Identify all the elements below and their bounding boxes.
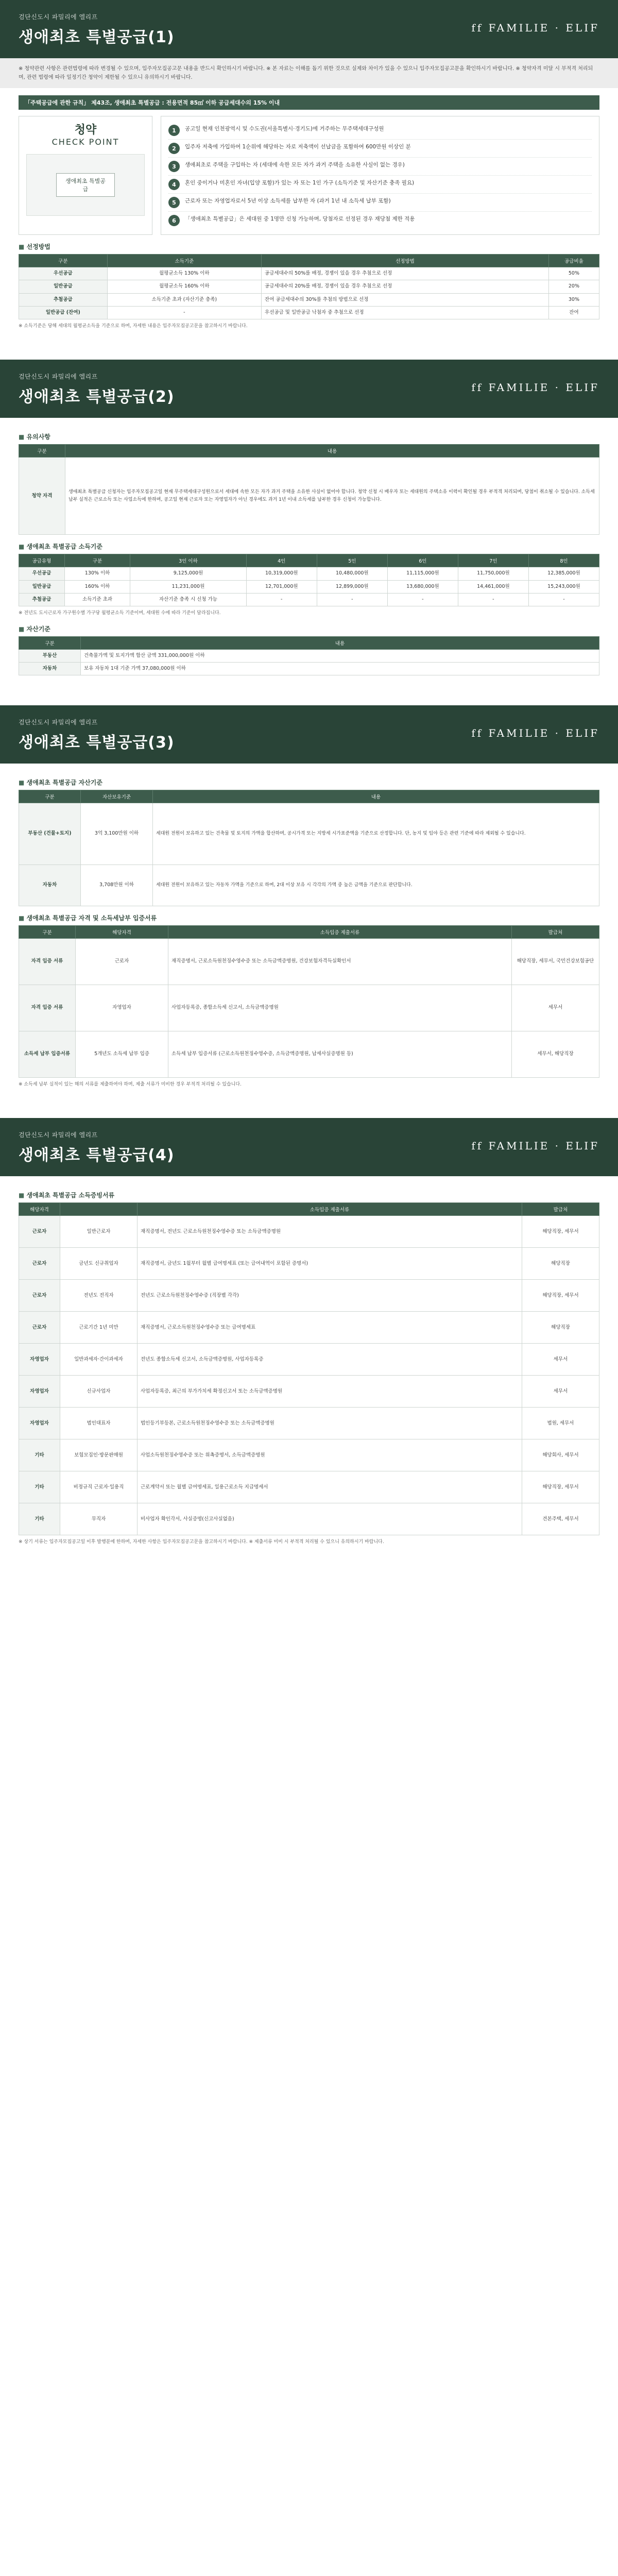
cell: 자산기준 충족 시 신청 가능 xyxy=(130,593,247,606)
col-header: 내용 xyxy=(65,445,599,457)
table-row xyxy=(19,985,599,1031)
cell: 근로계약서 또는 월별 급여명세표, 일용근로소득 지급명세서 xyxy=(138,1471,522,1503)
col-header: 6인 xyxy=(387,554,458,567)
table-row xyxy=(19,1408,599,1439)
item-number: 4 xyxy=(168,179,180,190)
checkpoint-title: 청약 xyxy=(74,124,97,137)
cell: 12,899,000원 xyxy=(317,580,387,593)
cell: 일반공급 xyxy=(19,580,65,593)
income-docs-table xyxy=(19,1202,599,1535)
cell: 무직자 xyxy=(60,1503,138,1535)
item-text: 「생애최초 특별공급」은 세대원 중 1명만 신청 가능하며, 당첨자로 선정된 경우 재당첨 제한 적용 xyxy=(185,216,415,222)
table-row xyxy=(19,1471,599,1503)
cell: 11,750,000원 xyxy=(458,567,528,580)
col-header: 4인 xyxy=(246,554,317,567)
checkpoint-item xyxy=(168,140,592,158)
item-text: 입주자 저축에 가입하여 1순위에 해당하는 자로 저축액이 선납금을 포함하여 600만원 이상인 분 xyxy=(185,144,411,150)
cell: 전년도 종합소득세 신고서, 소득금액증명원, 사업자등록증 xyxy=(138,1344,522,1376)
banner-title: 생애최초 특별공급(4) xyxy=(19,1146,175,1165)
cell: 보험모집인·방문판매원 xyxy=(60,1439,138,1471)
cell: 근로자 xyxy=(19,1248,60,1280)
cell: 부동산 (건물+토지) xyxy=(19,803,81,865)
col-header: 해당자격 xyxy=(19,1203,60,1216)
table-row xyxy=(19,803,599,865)
cell: 자영업자 xyxy=(76,985,168,1031)
income-table xyxy=(19,554,599,606)
cell: 11,115,000원 xyxy=(387,567,458,580)
cell: - xyxy=(317,593,387,606)
cell: 12,701,000원 xyxy=(246,580,317,593)
cell: 보유 자동차 1대 기준 가액 37,080,000원 이하 xyxy=(81,662,599,675)
banner-title: 생애최초 특별공급(1) xyxy=(19,28,175,46)
cell: 전년도 전직자 xyxy=(60,1280,138,1312)
cell: 우선공급 xyxy=(19,267,108,280)
cell: 일반과세자·간이과세자 xyxy=(60,1344,138,1376)
asset-table xyxy=(19,636,599,676)
cell: 법원, 세무서 xyxy=(522,1408,599,1439)
income-docs-note: ※ 상기 서류는 입주자모집공고일 이후 발행분에 한하며, 자세한 사항은 입주자모집공고문을 참고하시기 바랍니다. ※ 제출서류 미비 시 부적격 처리될 수 있으니 유의하시기 바랍니다. xyxy=(19,1539,384,1545)
cell: 11,231,000원 xyxy=(130,580,247,593)
banner-subtitle: 검단신도시 파밀리에 엘리프 xyxy=(19,719,98,726)
cell: 소득세 납부 입증서류 (근로소득원천징수영수증, 소득금액증명원, 납세사실증명원 등) xyxy=(168,1031,512,1078)
cell: 3,708만원 이하 xyxy=(81,865,153,906)
table-row xyxy=(19,1439,599,1471)
section-3 xyxy=(0,705,618,1099)
cell: 공급세대수의 50%를 배정, 경쟁이 있을 경우 추첨으로 선정 xyxy=(262,267,549,280)
cell: 근로자 xyxy=(76,939,168,985)
table-row xyxy=(19,1280,599,1312)
table-row xyxy=(19,1503,599,1535)
cell: 5개년도 소득세 납부 입증 xyxy=(76,1031,168,1078)
cell: 청약 자격 xyxy=(19,457,65,535)
cell: 10,319,000원 xyxy=(246,567,317,580)
checkpoint-item xyxy=(168,194,592,212)
income-heading: ■ 생애최초 특별공급 소득기준 xyxy=(19,542,599,551)
cell: 소득세 납부 입증서류 xyxy=(19,1031,76,1078)
col-header: 구분 xyxy=(19,926,76,939)
col-header: 해당자격 xyxy=(76,926,168,939)
table-row xyxy=(19,267,599,280)
cell: 근로기간 1년 미만 xyxy=(60,1312,138,1344)
cell: 우선공급 및 일반공급 낙첨자 중 추첨으로 선정 xyxy=(262,306,549,319)
banner-subtitle: 검단신도시 파밀리에 엘리프 xyxy=(19,373,98,381)
col-header: 구분 xyxy=(19,255,108,267)
cell: 160% 이하 xyxy=(64,580,130,593)
cell: 재직증명서, 근로소득원천징수영수증 또는 급여명세표 xyxy=(138,1312,522,1344)
cell: 해당직장 xyxy=(522,1248,599,1280)
page-gap xyxy=(0,341,618,360)
table-row xyxy=(19,662,599,675)
docs-note: ※ 소득세 납부 실적이 있는 해의 서류를 제출하여야 하며, 제출 서류가 미비한 경우 부적격 처리될 수 있습니다. xyxy=(19,1082,242,1088)
checkpoint-label: 생애최초 특별공급 xyxy=(56,173,115,197)
cell: 20% xyxy=(548,280,599,293)
cell: - xyxy=(387,593,458,606)
cell: 금년도 신규취업자 xyxy=(60,1248,138,1280)
cell: 생애최초 특별공급 신청자는 입주자모집공고일 현재 무주택세대구성원으로서 세대에 속한 모든 자가 과거 주택을 소유한 사실이 없어야 합니다. 청약 신청 시 배우자 또는 세대원의 주택소유 이력이 확인될 경우 부적격 처리되며, 당첨이 취소될 수 있습니다. 소득세 납부 실적은 근로소득 또는 사업소득에 한하며, 공고일 현재 근로자 또는 자영업자가 아닌 경우에도 과거 1년 이내 소득세를 납부한 경우 신청이 가능합니다. xyxy=(65,457,599,535)
col-header: 소득기준 xyxy=(107,255,261,267)
brand-logo: ff FAMILIE · ELIF xyxy=(471,22,599,34)
col-header: 3인 이하 xyxy=(130,554,247,567)
selection-heading: ■ 선정방법 xyxy=(19,242,599,251)
item-text: 근로자 또는 자영업자로서 5년 이상 소득세를 납부한 자 (과거 1년 내 소득세 납부 포함) xyxy=(185,198,391,204)
table-note: ※ 소득기준은 당해 세대의 월평균소득을 기준으로 하며, 자세한 내용은 입주자모집공고문을 참고하시기 바랍니다. xyxy=(19,324,248,329)
cell: 법인등기부등본, 근로소득원천징수영수증 또는 소득금액증명원 xyxy=(138,1408,522,1439)
section-banner xyxy=(0,705,618,764)
cell: 사업자등록증, 종합소득세 신고서, 소득금액증명원 xyxy=(168,985,512,1031)
cell: 세무서, 해당직장 xyxy=(512,1031,599,1078)
col-header: 내용 xyxy=(81,636,599,649)
checkpoint-item xyxy=(168,158,592,176)
cell: 9,125,000원 xyxy=(130,567,247,580)
docs-table xyxy=(19,925,599,1078)
cell: 기타 xyxy=(19,1439,60,1471)
col-header: 발급처 xyxy=(512,926,599,939)
checkpoint-en: CHECK POINT xyxy=(52,137,119,147)
col-header: 자산보유기준 xyxy=(81,790,153,803)
cell: 우선공급 xyxy=(19,567,65,580)
intro-bar: 「주택공급에 관한 규칙」 제43조, 생애최초 특별공급 : 전용면적 85㎡ 이하 공급세대수의 15% 이내 xyxy=(19,95,599,110)
cell: 재직증명서, 전년도 근로소득원천징수영수증 또는 소득금액증명원 xyxy=(138,1216,522,1248)
cell: 자영업자 xyxy=(19,1344,60,1376)
cell: 전년도 근로소득원천징수영수증 (직장별 각각) xyxy=(138,1280,522,1312)
cell: 해당직장, 세무서 xyxy=(522,1216,599,1248)
banner-subtitle: 검단신도시 파밀리에 엘리프 xyxy=(19,1131,98,1139)
checkpoint-item xyxy=(168,176,592,194)
cell: 15,243,000원 xyxy=(528,580,599,593)
cell: 일반공급 (잔여) xyxy=(19,306,108,319)
brand-logo: ff FAMILIE · ELIF xyxy=(471,1140,599,1153)
cell: 자격 입증 서류 xyxy=(19,985,76,1031)
item-number: 3 xyxy=(168,161,180,172)
col-header: 내용 xyxy=(153,790,599,803)
cell: 신규사업자 xyxy=(60,1376,138,1408)
selection-table xyxy=(19,254,599,319)
docs-heading: ■ 생애최초 특별공급 자격 및 소득세납부 입증서류 xyxy=(19,913,599,922)
notice-text: ※ 청약관련 사항은 관련법령에 따라 변경될 수 있으며, 입주자모집공고문 내용을 반드시 확인하시기 바랍니다. ※ 본 자료는 이해를 돕기 위한 것으로 실제와 차이가 있을 수 있으니 입주자모집공고문을 확인하시기 바랍니다. ※ 청약자격 미달 시 부적격 처리되며, 관련 법령에 따라 일정기간 청약이 제한될 수 있으니 유의하시기 바랍니다. xyxy=(0,58,618,88)
asset-heading: ■ 자산기준 xyxy=(19,624,599,633)
cell: 세대원 전원이 보유하고 있는 자동차 가액을 기준으로 하며, 2대 이상 보유 시 각각의 가액 중 높은 금액을 기준으로 판단합니다. xyxy=(153,865,599,906)
cell: 자영업자 xyxy=(19,1376,60,1408)
table-row xyxy=(19,280,599,293)
cell: 근로자 xyxy=(19,1216,60,1248)
cell: 자격 입증 서류 xyxy=(19,939,76,985)
banner-subtitle: 검단신도시 파밀리에 엘리프 xyxy=(19,13,98,21)
cell: 공급세대수의 20%를 배정, 경쟁이 있을 경우 추첨으로 선정 xyxy=(262,280,549,293)
cell: 자영업자 xyxy=(19,1408,60,1439)
table-row xyxy=(19,1344,599,1376)
cell: 일반근로자 xyxy=(60,1216,138,1248)
cell: - xyxy=(458,593,528,606)
col-header: 5인 xyxy=(317,554,387,567)
checkpoint-list xyxy=(161,116,599,235)
table-row xyxy=(19,580,599,593)
cell: 13,680,000원 xyxy=(387,580,458,593)
table-row xyxy=(19,865,599,906)
cell: 추첨공급 xyxy=(19,293,108,306)
brand-logo: ff FAMILIE · ELIF xyxy=(471,381,599,394)
item-text: 생애최초로 주택을 구입하는 자 (세대에 속한 모든 자가 과거 주택을 소유한 사실이 없는 경우) xyxy=(185,162,405,168)
cell: 자동차 xyxy=(19,662,81,675)
cell: 30% xyxy=(548,293,599,306)
table-row xyxy=(19,593,599,606)
brand-logo: ff FAMILIE · ELIF xyxy=(471,727,599,740)
table-row xyxy=(19,293,599,306)
cell: 50% xyxy=(548,267,599,280)
cell: 기타 xyxy=(19,1471,60,1503)
item-number: 1 xyxy=(168,125,180,136)
cell: 세무서 xyxy=(522,1344,599,1376)
cell: 재직증명서, 근로소득원천징수영수증 또는 소득금액증명원, 건강보험자격득실확인서 xyxy=(168,939,512,985)
cell: 법인대표자 xyxy=(60,1408,138,1439)
col-header: 구분 xyxy=(19,790,81,803)
cell: 부동산 xyxy=(19,649,81,662)
col-header: 구분 xyxy=(19,636,81,649)
caution-table xyxy=(19,444,599,535)
cell: - xyxy=(528,593,599,606)
table-row xyxy=(19,1312,599,1344)
cell: 세무서 xyxy=(522,1376,599,1408)
cell: 130% 이하 xyxy=(64,567,130,580)
cell: 해당직장 xyxy=(522,1312,599,1344)
cell: 잔여 공급세대수의 30%를 추첨의 방법으로 선정 xyxy=(262,293,549,306)
table-row xyxy=(19,567,599,580)
col-header: 공급비율 xyxy=(548,255,599,267)
item-number: 2 xyxy=(168,143,180,154)
page-gap xyxy=(0,687,618,705)
table-row xyxy=(19,939,599,985)
checkpoint-item xyxy=(168,122,592,140)
cell: 기타 xyxy=(19,1503,60,1535)
page-gap xyxy=(0,1099,618,1118)
col-header: 소득입증 제출서류 xyxy=(138,1203,522,1216)
cell: 사업자등록증, 최근의 부가가치세 확정신고서 또는 소득금액증명원 xyxy=(138,1376,522,1408)
cell: 3억 3,100만원 이하 xyxy=(81,803,153,865)
cell: 14,461,000원 xyxy=(458,580,528,593)
col-header: 7인 xyxy=(458,554,528,567)
section-2 xyxy=(0,360,618,687)
cell: 잔여 xyxy=(548,306,599,319)
col-header: 소득입증 제출서류 xyxy=(168,926,512,939)
col-header: 공급유형 xyxy=(19,554,65,567)
cell: 비정규직 근로자·일용직 xyxy=(60,1471,138,1503)
checkpoint-image xyxy=(26,154,145,216)
section-banner xyxy=(0,1118,618,1176)
cell: 소득기준 초과 xyxy=(64,593,130,606)
checkpoint-card xyxy=(19,116,152,235)
table-row xyxy=(19,1248,599,1280)
section-1 xyxy=(0,0,618,341)
section-banner xyxy=(0,0,618,58)
col-header: 8인 xyxy=(528,554,599,567)
income-note: ※ 전년도 도시근로자 가구원수별 가구당 월평균소득 기준이며, 세대원 수에 따라 기준이 달라집니다. xyxy=(19,611,221,616)
checkpoint-block xyxy=(19,116,599,235)
col-header: 구분 xyxy=(19,445,65,457)
table-row xyxy=(19,457,599,535)
caution-heading: ■ 유의사항 xyxy=(19,432,599,441)
item-number: 5 xyxy=(168,197,180,208)
cell: 해당직장, 세무서 xyxy=(522,1471,599,1503)
asset-criteria-table xyxy=(19,790,599,906)
cell: - xyxy=(246,593,317,606)
cell: 견본주택, 세무서 xyxy=(522,1503,599,1535)
cell: 근로자 xyxy=(19,1280,60,1312)
cell: 추첨공급 xyxy=(19,593,65,606)
cell: 근로자 xyxy=(19,1312,60,1344)
cell: 사업소득원천징수영수증 또는 위촉증명서, 소득금액증명원 xyxy=(138,1439,522,1471)
cell: 세무서 xyxy=(512,985,599,1031)
cell: 12,385,000원 xyxy=(528,567,599,580)
cell: 세대원 전원이 보유하고 있는 건축물 및 토지의 가액을 합산하며, 공시가격 또는 지방세 시가표준액을 기준으로 산정합니다. 단, 농지 및 임야 등은 관련 기준에 따라 제외될 수 있습니다. xyxy=(153,803,599,865)
table-row xyxy=(19,1031,599,1078)
cell: 재직증명서, 금년도 1월부터 월별 급여명세표 (또는 급여내역이 포함된 증명서) xyxy=(138,1248,522,1280)
income-docs-heading: ■ 생애최초 특별공급 소득증빙서류 xyxy=(19,1191,599,1199)
cell: 월평균소득 130% 이하 xyxy=(107,267,261,280)
table-row xyxy=(19,1216,599,1248)
section-4 xyxy=(0,1118,618,1557)
banner-title: 생애최초 특별공급(3) xyxy=(19,734,175,752)
cell: 10,480,000원 xyxy=(317,567,387,580)
cell: 해당회사, 세무서 xyxy=(522,1439,599,1471)
cell: 비사업자 확인각서, 사실증명(신고사실없음) xyxy=(138,1503,522,1535)
cell: 자동차 xyxy=(19,865,81,906)
table-row xyxy=(19,649,599,662)
cell: 건축물가액 및 토지가액 합산 금액 331,000,000원 이하 xyxy=(81,649,599,662)
cell: 해당직장, 세무서 xyxy=(522,1280,599,1312)
col-header: 선정방법 xyxy=(262,255,549,267)
table-row xyxy=(19,306,599,319)
col-header xyxy=(60,1203,138,1216)
cell: 일반공급 xyxy=(19,280,108,293)
banner-title: 생애최초 특별공급(2) xyxy=(19,388,175,406)
col-header: 발급처 xyxy=(522,1203,599,1216)
item-number: 6 xyxy=(168,215,180,226)
cell: - xyxy=(107,306,261,319)
asset-criteria-heading: ■ 생애최초 특별공급 자산기준 xyxy=(19,778,599,787)
item-text: 혼인 중이거나 미혼인 자녀(입양 포함)가 있는 자 또는 1인 가구 (소득기준 및 자산기준 충족 필요) xyxy=(185,180,415,186)
section-banner xyxy=(0,360,618,418)
checkpoint-item xyxy=(168,212,592,229)
cell: 소득기준 초과 (자산기준 충족) xyxy=(107,293,261,306)
table-row xyxy=(19,1376,599,1408)
item-text: 공고일 현재 인천광역시 및 수도권(서울특별시·경기도)에 거주하는 무주택세대구성원 xyxy=(185,126,384,132)
cell: 해당직장, 세무서, 국민건강보험공단 xyxy=(512,939,599,985)
col-header: 구분 xyxy=(64,554,130,567)
cell: 월평균소득 160% 이하 xyxy=(107,280,261,293)
